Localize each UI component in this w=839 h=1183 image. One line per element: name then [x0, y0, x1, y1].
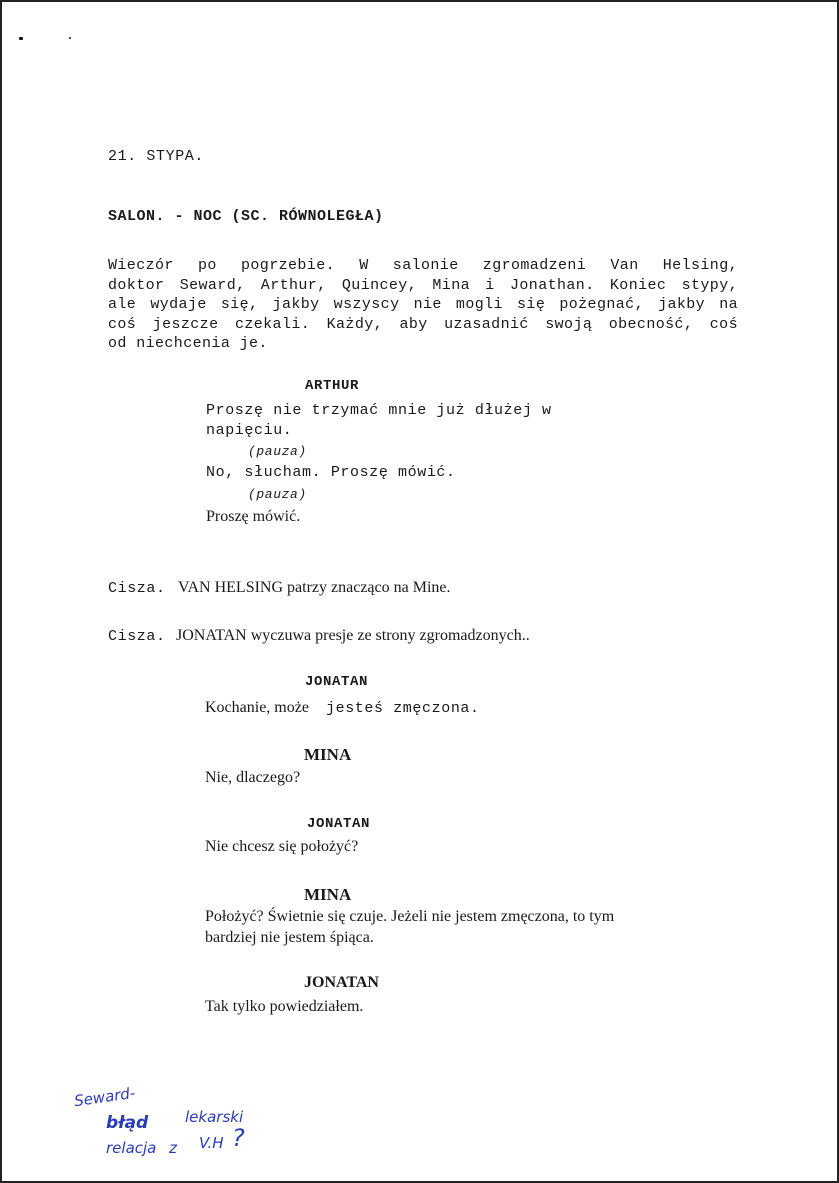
scan-speck [69, 37, 71, 39]
parenthetical: (pauza) [248, 487, 307, 502]
action-line: coś jeszcze czekali. Każdy, aby uzasadnić swoją obecność, coś [108, 315, 738, 333]
action-prefix: Cisza. [108, 580, 166, 597]
dialogue-line: napięciu. [206, 422, 293, 439]
action-prefix: Cisza. [108, 628, 166, 645]
scene-number-title: 21. STYPA. [108, 148, 205, 165]
dialogue-line: jesteś zmęczona. [326, 700, 480, 717]
action-line: Wieczór po pogrzebie. W salonie zgromadzeni Van Helsing, [108, 257, 738, 274]
action-text: VAN HELSING patrzy znacząco na Mine. [178, 579, 451, 596]
dialogue-line: Nie chcesz się położyć? [205, 838, 359, 855]
character-name-jonatan: JONATAN [307, 816, 371, 832]
scan-speck [19, 37, 23, 40]
action-text: JONATAN wyczuwa presje ze strony zgromadzonych.. [176, 627, 530, 644]
handwriting: V.H [199, 1134, 224, 1152]
handwriting: Seward- [73, 1083, 137, 1111]
handwriting: błąd [106, 1113, 149, 1133]
handwriting: relacja z [106, 1139, 178, 1157]
character-name-mina: MINA [304, 745, 352, 764]
dialogue-line: bardziej nie jestem śpiąca. [205, 929, 374, 946]
handwriting: lekarski [185, 1108, 244, 1126]
parenthetical: (pauza) [248, 444, 307, 459]
action-line: doktor Seward, Arthur, Quincey, Mina i Jonathan. Koniec stypy, [108, 276, 738, 294]
dialogue-line: Położyć? Świetnie się czuje. Jeżeli nie jestem zmęczona, to tym [205, 908, 615, 925]
action-paragraph [108, 256, 738, 354]
character-name-jonatan: JONATAN [305, 674, 369, 690]
dialogue-line: Proszę mówić. [206, 508, 301, 525]
action-line: ale wydaje się, jakby wszyscy nie mogli się pożegnać, jakby na [108, 296, 738, 313]
scene-heading: SALON. - NOC (SC. RÓWNOLEGŁA) [108, 208, 384, 225]
dialogue-line: Proszę nie trzymać mnie już dłużej w [206, 402, 552, 419]
character-name-mina: MINA [304, 885, 352, 904]
dialogue-line: Tak tylko powiedziałem. [205, 998, 364, 1015]
action-line: od niechcenia je. [108, 335, 268, 352]
dialogue-line: Kochanie, może [205, 699, 309, 716]
character-name-jonatan: JONATAN [304, 974, 379, 991]
dialogue-line: No, słucham. Proszę mówić. [206, 464, 456, 481]
dialogue-line: Nie, dlaczego? [205, 769, 301, 786]
handwriting: ? [232, 1124, 245, 1152]
character-name-arthur: ARTHUR [305, 378, 360, 394]
